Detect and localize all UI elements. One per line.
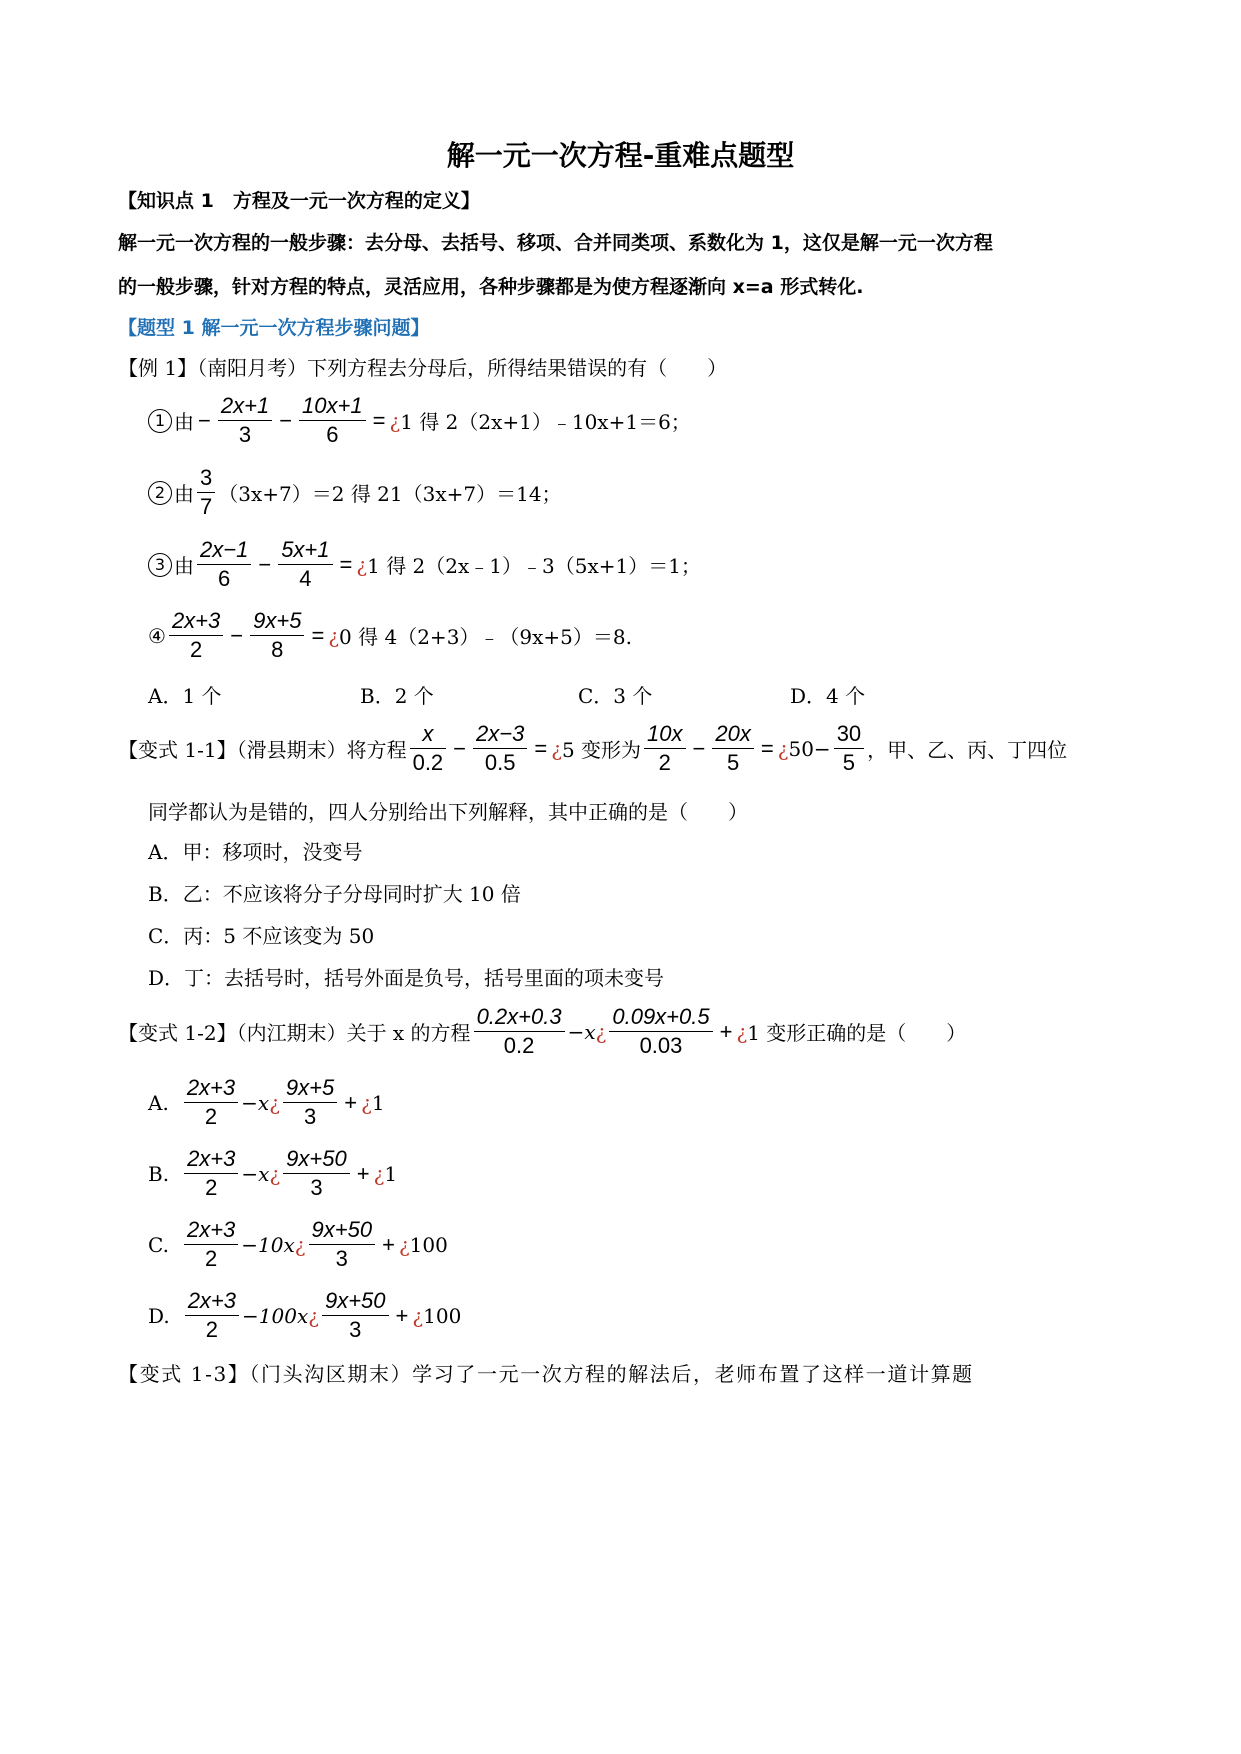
example1-item-3: 3 由 $\frac{2x-1}{6}$ − $\frac{5x+1}{4}$ = ¿ 1 得 2（2x﹣1）﹣3（5x+1）＝1；: [148, 536, 701, 593]
fraction: $\frac{0.2x+0.3}{0.2}$: [474, 1003, 565, 1060]
circle-number: 1: [148, 409, 172, 433]
fraction: $\frac{2x-3}{0.5}$: [473, 720, 527, 777]
option-b: B．2 个: [360, 684, 434, 708]
circle-number: 3: [148, 553, 172, 577]
variant-1-1-stem: 【变式 1-1】（滑县期末）将方程 $\frac{x}{0.2}$ − $\frac{2x-3}{0.5}$ = ¿ 5 变形为 $\frac{10x}{2}$ − $\frac{20x}{5}$ = ¿ 50− $\frac{30}{5}$ ，甲、乙、丙、丁四位: [118, 721, 1068, 775]
variant-1-2-option-d: D. $\frac{2x+3}{2}$ −100x ¿ $\frac{9x+50}{3}$ + ¿ 100: [148, 1288, 462, 1342]
variant-1-1-option-d: D．丁：去括号时，括号外面是负号，括号里面的项未变号: [148, 966, 665, 990]
option-c: C．3 个: [578, 684, 653, 708]
fraction: $\frac{5x+1}{4}$: [278, 536, 332, 593]
fraction: $\frac{0.09x+0.5}{0.03}$: [609, 1003, 712, 1060]
variant-1-2-option-c: C. $\frac{2x+3}{2}$ −10x ¿ $\frac{9x+50}{3}$ + ¿ 100: [148, 1217, 448, 1271]
fraction: $\frac{10x}{2}$: [644, 720, 685, 777]
type1-heading: 【题型 1 解一元一次方程步骤问题】: [118, 317, 430, 339]
fraction: $\frac{10x+1}{6}$: [299, 392, 366, 449]
fraction: $\frac{3}{7}$: [197, 464, 215, 521]
fraction: $\frac{x}{0.2}$: [410, 720, 447, 777]
example1-stem: 【例 1】（南阳月考）下列方程去分母后，所得结果错误的有（ ）: [118, 356, 728, 380]
example1-item-4: ④ $\frac{2x+3}{2}$ − $\frac{9x+5}{8}$ = ¿ 0 得 4（2+3）﹣（9x+5）＝8.: [148, 608, 632, 662]
variant-1-2-option-a: A. $\frac{2x+3}{2}$ −x ¿ $\frac{9x+5}{3}$ + ¿ 1: [148, 1075, 385, 1129]
fraction: $\frac{9x+5}{8}$: [250, 607, 304, 664]
option-d: D．4 个: [790, 684, 866, 708]
example1-item-2: 2 由 $\frac{3}{7}$ （3x+7）＝2 得 21（3x+7）＝14；: [148, 464, 562, 521]
option-a: A．1 个: [148, 684, 222, 708]
page-title: 解一元一次方程-重难点题型: [446, 139, 795, 172]
fraction: $\frac{30}{5}$: [834, 720, 864, 777]
variant-1-3-stem: 【变式 1-3】（门头沟区期末）学习了一元一次方程的解法后，老师布置了这样一道计算题: [118, 1362, 974, 1386]
circle-number: 2: [148, 481, 172, 505]
fraction: $\frac{20x}{5}$: [712, 720, 753, 777]
knowledge-line-1: 解一元一次方程的一般步骤：去分母、去括号、移项、合并同类项、系数化为 1，这仅是解一元一次方程: [118, 232, 993, 254]
fraction: $\frac{2x+3}{2}$: [169, 607, 223, 664]
variant-1-1-line-2: 同学都认为是错的，四人分别给出下列解释，其中正确的是（ ）: [148, 800, 748, 824]
variant-1-1-option-c: C．丙：5 不应该变为 50: [148, 924, 375, 948]
fraction: $\frac{2x+1}{3}$: [218, 392, 272, 449]
variant-1-2-stem: 【变式 1-2】（内江期末）关于 x 的方程 $\frac{0.2x+0.3}{0.2}$ −x ¿ $\frac{0.09x+0.5}{0.03}$ + ¿ 1 变形正确的是（ ）: [118, 1004, 967, 1058]
variant-1-2-option-b: B. $\frac{2x+3}{2}$ −x ¿ $\frac{9x+50}{3}$ + ¿ 1: [148, 1146, 398, 1200]
knowledge-heading: 【知识点 1 方程及一元一次方程的定义】: [118, 190, 480, 212]
variant-1-1-option-b: B．乙：不应该将分子分母同时扩大 10 倍: [148, 882, 521, 906]
knowledge-line-2: 的一般步骤，针对方程的特点，灵活应用，各种步骤都是为使方程逐渐向 x=a 形式转化.: [118, 276, 864, 298]
fraction: $\frac{2x-1}{6}$: [197, 536, 251, 593]
variant-1-1-option-a: A．甲：移项时，没变号: [148, 840, 363, 864]
example1-item-1: 1 由 − $\frac{2x+1}{3}$ − $\frac{10x+1}{6}$ = ¿ 1 得 2（2x+1）﹣10x+1＝6；: [148, 392, 691, 449]
